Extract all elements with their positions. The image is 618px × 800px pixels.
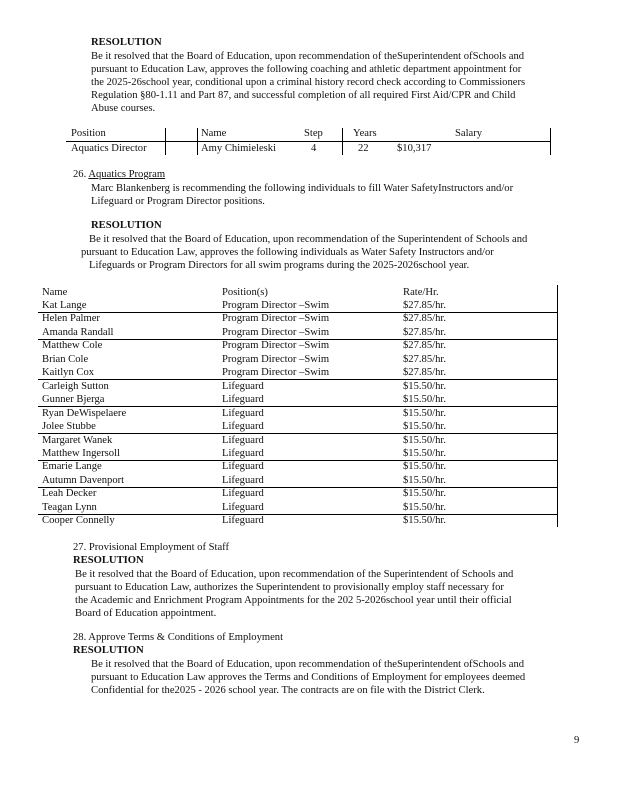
header-name: Name bbox=[42, 287, 68, 298]
cell-position: Lifeguard bbox=[222, 380, 264, 392]
page-number: 9 bbox=[574, 735, 580, 746]
cell-position: Lifeguard bbox=[222, 394, 264, 406]
cell-position: Lifeguard bbox=[222, 488, 264, 500]
cell-name: Ryan DeWispelaere bbox=[42, 407, 127, 419]
resolution-text-line: Abuse courses. bbox=[91, 103, 156, 114]
resolution-text-line: Board of Education appointment. bbox=[75, 608, 217, 619]
resolution-heading: RESOLUTION bbox=[73, 555, 144, 566]
cell-rate: $15.50/hr. bbox=[403, 447, 446, 459]
cell-position: Lifeguard bbox=[222, 474, 264, 486]
resolution-text-line: Lifeguards or Program Directors for all swim programs during the 2025-2026school year. bbox=[89, 260, 470, 271]
resolution-text-line: Be it resolved that the Board of Education, upon recommendation of theSuperintendent ofSchools and bbox=[91, 659, 525, 670]
resolution-text-line: Confidential for the2025 - 2026 school year. The contracts are on file with the District Clerk. bbox=[91, 685, 485, 696]
cell-salary: $10,317 bbox=[397, 143, 432, 154]
cell-rate: $15.50/hr. bbox=[403, 501, 446, 513]
section-26-heading bbox=[73, 169, 165, 180]
cell-name: Leah Decker bbox=[42, 488, 97, 500]
header-rate: Rate/Hr. bbox=[403, 287, 439, 298]
cell-rate: $15.50/hr. bbox=[403, 407, 446, 419]
cell-name: Kat Lange bbox=[42, 300, 87, 311]
table-border bbox=[165, 128, 166, 155]
cell-name: Autumn Davenport bbox=[42, 474, 125, 486]
header-name: Name bbox=[201, 128, 227, 139]
cell-position: Lifeguard bbox=[222, 515, 264, 527]
cell-name: Margaret Wanek bbox=[42, 434, 113, 446]
table-border bbox=[550, 128, 551, 155]
cell-step: 4 bbox=[311, 143, 317, 154]
resolution-text-line: the Academic and Enrichment Program Appointments for the 202 5-2026school year until their official bbox=[75, 595, 512, 606]
cell-name: Cooper Connelly bbox=[42, 515, 115, 527]
resolution-text-line: Be it resolved that the Board of Education, upon recommendation of the Superintendent of Schools and bbox=[89, 234, 528, 245]
section-title: Aquatics Program bbox=[88, 169, 166, 180]
section-28-title: 28. Approve Terms & Conditions of Employment bbox=[73, 632, 284, 643]
cell-rate: $27.85/hr. bbox=[403, 326, 446, 338]
table-divider bbox=[38, 433, 558, 434]
cell-rate: $15.50/hr. bbox=[403, 474, 446, 486]
resolution-text-line: Regulation §80-1.11 and Part 87, and successful completion of all required First Aid/CPR and Child bbox=[91, 90, 516, 101]
resolution-text-line: pursuant to Education Law, approves the following coaching and athletic department appointment for bbox=[91, 64, 522, 75]
resolution-text-line: pursuant to Education Law, approves the following individuals as Water Safety Instructors and/or bbox=[81, 247, 494, 258]
cell-rate: $15.50/hr. bbox=[403, 434, 446, 446]
resolution-text-line: Be it resolved that the Board of Education, upon recommendation of the Superintendent of Schools and bbox=[75, 569, 514, 580]
header-years: Years bbox=[353, 128, 377, 139]
header-salary: Salary bbox=[455, 128, 483, 139]
cell-rate: $15.50/hr. bbox=[403, 380, 446, 392]
table-border bbox=[342, 128, 343, 155]
resolution-text-line: pursuant to Education Law, authorizes the Superintendent to provisionally employ staff necessary for bbox=[75, 582, 504, 593]
cell-name: Teagan Lynn bbox=[42, 501, 97, 513]
header-position: Position bbox=[71, 128, 106, 139]
table-divider bbox=[38, 379, 558, 380]
resolution-heading: RESOLUTION bbox=[91, 220, 162, 231]
cell-position: Program Director –Swim bbox=[222, 313, 330, 325]
cell-position: Lifeguard bbox=[222, 407, 264, 419]
header-positions: Position(s) bbox=[222, 287, 268, 298]
table-divider bbox=[38, 339, 558, 340]
table-divider bbox=[38, 406, 558, 407]
cell-rate: $27.85/hr. bbox=[403, 340, 446, 352]
cell-rate: $27.85/hr. bbox=[403, 313, 446, 325]
cell-name: Jolee Stubbe bbox=[42, 421, 96, 433]
table-divider bbox=[38, 312, 558, 313]
cell-position: Program Director –Swim bbox=[222, 326, 330, 338]
cell-position: Program Director –Swim bbox=[222, 340, 330, 352]
cell-rate: $27.85/hr. bbox=[403, 353, 446, 365]
cell-rate: $15.50/hr. bbox=[403, 515, 446, 527]
table-divider bbox=[38, 514, 558, 515]
resolution-text-line: the 2025-26school year, conditional upon a criminal history record check according to Commissioners bbox=[91, 77, 526, 88]
resolution-text-line: Be it resolved that the Board of Education, upon recommendation of theSuperintendent ofSchools and bbox=[91, 51, 525, 62]
table-divider bbox=[38, 487, 558, 488]
cell-name: Carleigh Sutton bbox=[42, 380, 109, 392]
resolution-heading: RESOLUTION bbox=[91, 37, 162, 48]
cell-position: Lifeguard bbox=[222, 447, 264, 459]
cell-rate: $27.85/hr. bbox=[403, 300, 446, 311]
cell-rate: $15.50/hr. bbox=[403, 394, 446, 406]
cell-name: Amy Chimieleski bbox=[201, 143, 277, 154]
section-27-title: 27. Provisional Employment of Staff bbox=[73, 542, 230, 553]
cell-name: Helen Palmer bbox=[42, 313, 100, 325]
cell-position: Lifeguard bbox=[222, 421, 264, 433]
cell-position: Program Director –Swim bbox=[222, 300, 330, 311]
cell-name: Amanda Randall bbox=[42, 326, 114, 338]
cell-years: 22 bbox=[358, 143, 369, 154]
section-number: 26. bbox=[73, 169, 87, 180]
table-divider bbox=[38, 460, 558, 461]
cell-rate: $15.50/hr. bbox=[403, 461, 446, 473]
cell-position: Lifeguard bbox=[222, 434, 264, 446]
cell-position: Program Director –Swim bbox=[222, 367, 330, 379]
cell-name: Matthew Ingersoll bbox=[42, 447, 120, 459]
cell-rate: $15.50/hr. bbox=[403, 421, 446, 433]
cell-name: Gunner Bjerga bbox=[42, 394, 105, 406]
header-step: Step bbox=[304, 128, 323, 139]
cell-name: Emarie Lange bbox=[42, 461, 102, 473]
table-border bbox=[197, 128, 198, 155]
cell-name: Brian Cole bbox=[42, 353, 89, 365]
resolution-text-line: pursuant to Education Law approves the Terms and Conditions of Employment for employees deemed bbox=[91, 672, 526, 683]
cell-rate: $15.50/hr. bbox=[403, 488, 446, 500]
cell-position: Program Director –Swim bbox=[222, 353, 330, 365]
cell-position: Aquatics Director bbox=[71, 143, 147, 154]
intro-text-line: Lifeguard or Program Director positions. bbox=[91, 196, 265, 207]
cell-position: Lifeguard bbox=[222, 501, 264, 513]
cell-name: Kaitlyn Cox bbox=[42, 367, 95, 379]
intro-text-line: Marc Blankenberg is recommending the following individuals to fill Water SafetyInstructors and/or bbox=[91, 183, 514, 194]
resolution-heading: RESOLUTION bbox=[73, 645, 144, 656]
cell-position: Lifeguard bbox=[222, 461, 264, 473]
cell-name: Matthew Cole bbox=[42, 340, 103, 352]
cell-rate: $27.85/hr. bbox=[403, 367, 446, 379]
